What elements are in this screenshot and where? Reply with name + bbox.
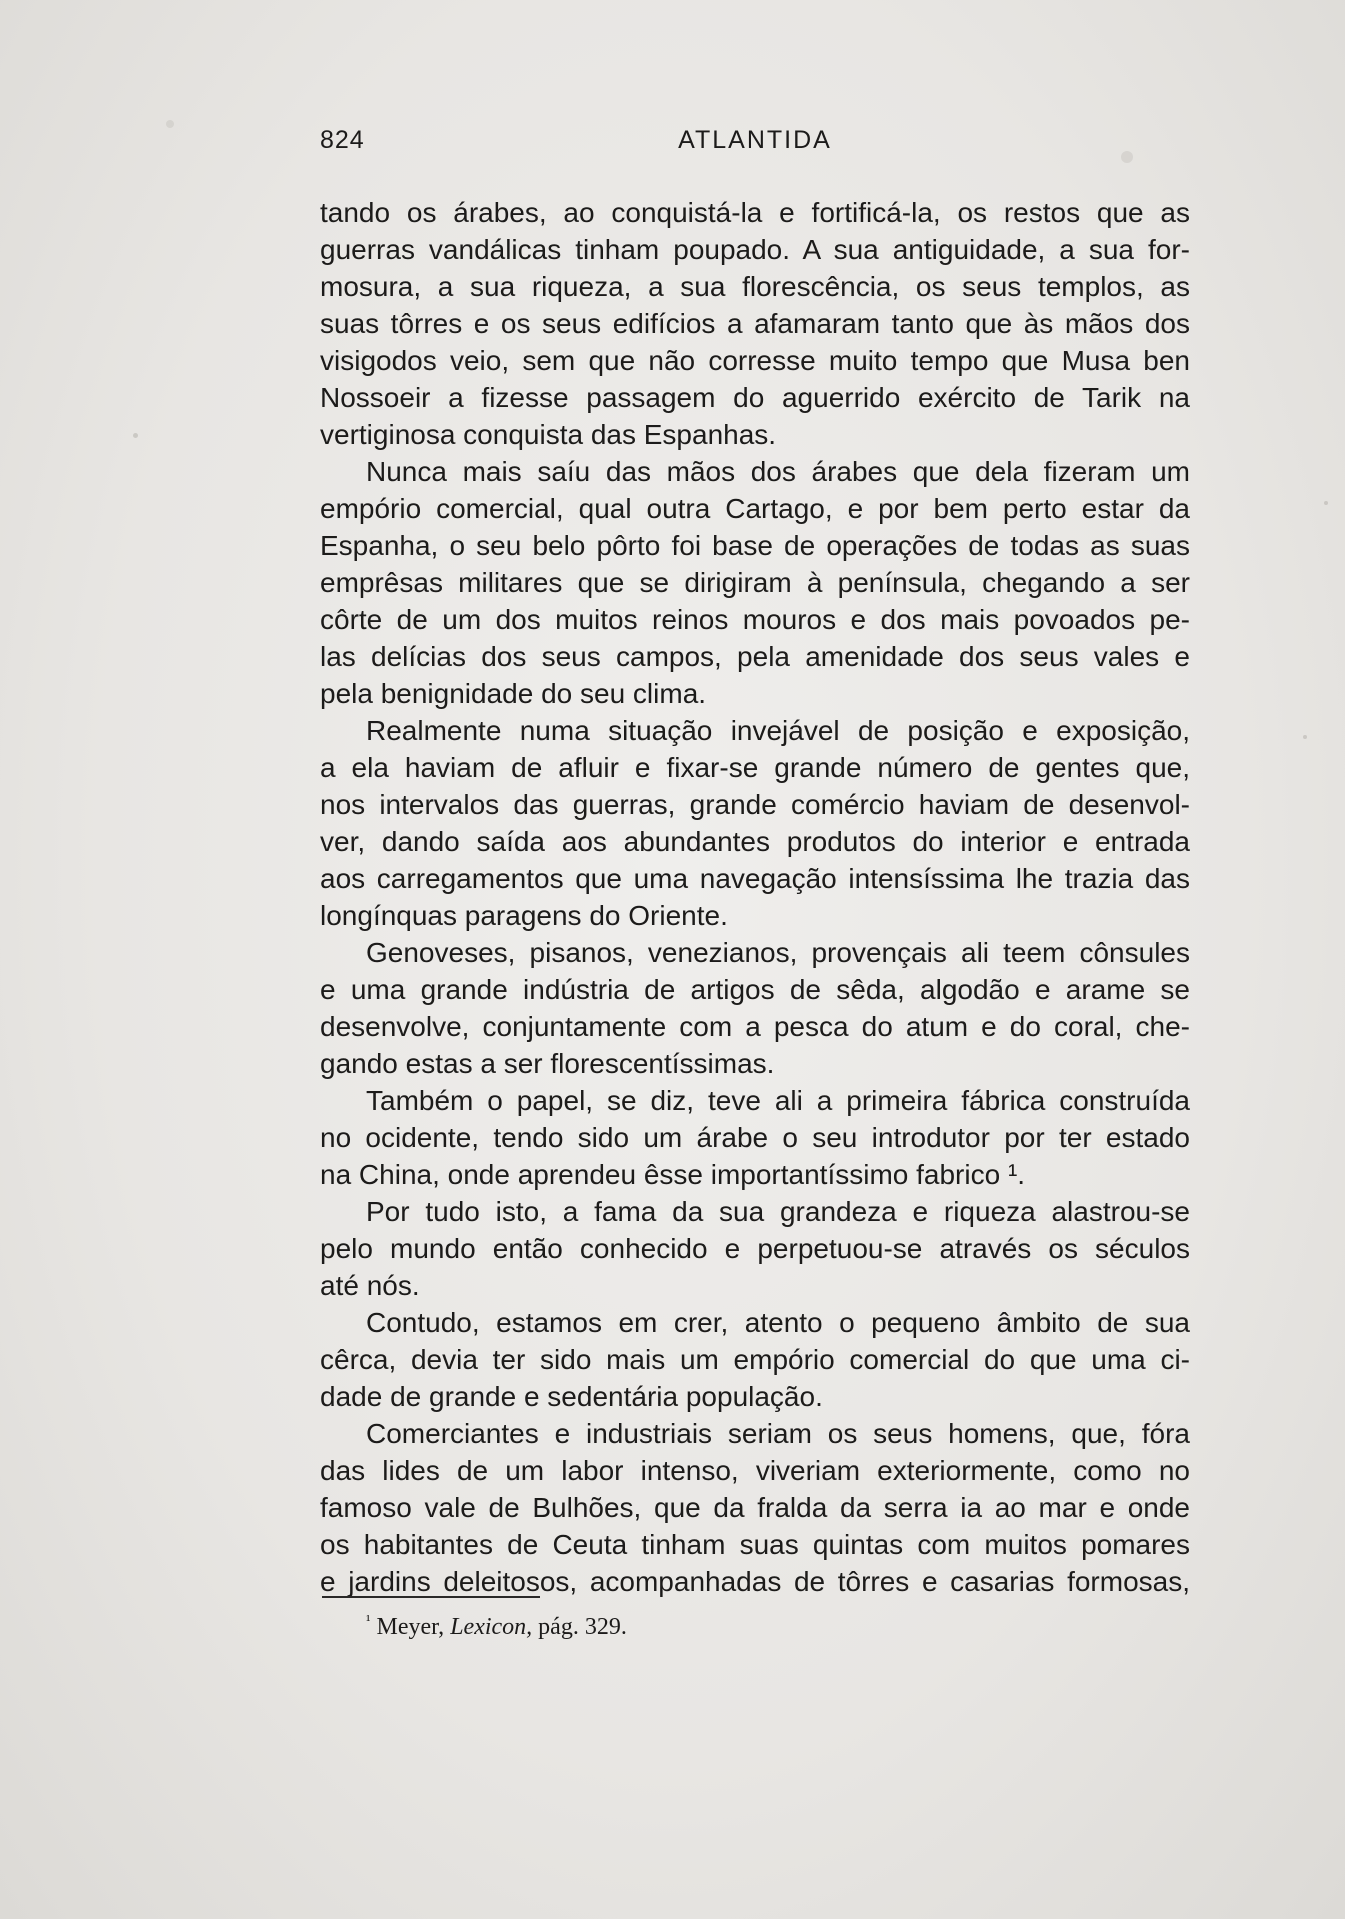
text-line: vertiginosa conquista das Espanhas. [320, 419, 777, 450]
text-line: e uma grande indústria de artigos de sêda, algodão e arame se [320, 974, 1190, 1005]
page-number: 824 [320, 126, 365, 154]
text-line: cêrca, devia ter sido mais um empório comercial do que uma ci- [320, 1344, 1190, 1375]
text-line: visigodos veio, sem que não corresse muito tempo que Musa ben [320, 345, 1190, 376]
text-line: las delícias dos seus campos, pela amenidade dos seus vales e [320, 641, 1190, 672]
text-line: desenvolve, conjuntamente com a pesca do atum e do coral, che- [320, 1011, 1190, 1042]
text-line: pela benignidade do seu clima. [320, 678, 707, 709]
text-line: guerras vandálicas tinham poupado. A sua antiguidade, a sua for- [320, 234, 1190, 265]
text-line: Genoveses, pisanos, venezianos, provençais ali teem cônsules [366, 937, 1190, 968]
text-line: côrte de um dos muitos reinos mouros e dos mais povoados pe- [320, 604, 1190, 635]
text-line: Espanha, o seu belo pôrto foi base de operações de todas as suas [320, 530, 1190, 561]
footnote [366, 1612, 627, 1642]
text-line: até nós. [320, 1270, 420, 1301]
page-header [320, 126, 1190, 160]
running-title: ATLANTIDA [678, 126, 832, 154]
text-line: suas tôrres e os seus edifícios a afamaram tanto que às mãos dos [320, 308, 1190, 339]
text-line: no ocidente, tendo sido um árabe o seu introdutor por ter estado [320, 1122, 1190, 1153]
text-line: gando estas a ser florescentíssimas. [320, 1048, 775, 1079]
text-line: das lides de um labor intenso, viveriam exteriormente, como no [320, 1455, 1190, 1486]
text-line: Nossoeir a fizesse passagem do aguerrido exército de Tarik na [320, 382, 1190, 413]
scan-speck [1324, 501, 1328, 505]
text-line: Nunca mais saíu das mãos dos árabes que dela fizeram um [366, 456, 1190, 487]
scan-speck [133, 433, 138, 438]
text-line: emprêsas militares que se dirigiram à península, chegando a ser [320, 567, 1190, 598]
text-line: e jardins deleitosos, acompanhadas de tôrres e casarias formosas, [320, 1566, 1190, 1597]
scan-speck [166, 120, 174, 128]
text-line: ver, dando saída aos abundantes produtos do interior e entrada [320, 826, 1190, 857]
body-text [320, 194, 1190, 1600]
text-line: empório comercial, qual outra Cartago, e por bem perto estar da [320, 493, 1190, 524]
text-line: mosura, a sua riqueza, a sua florescência, os seus templos, as [320, 271, 1190, 302]
text-line: na China, onde aprendeu êsse importantíssimo fabrico ¹. [320, 1159, 1026, 1190]
text-line: dade de grande e sedentária população. [320, 1381, 823, 1412]
text-line: a ela haviam de afluir e fixar-se grande número de gentes que, [320, 752, 1190, 783]
text-line: longínquas paragens do Oriente. [320, 900, 728, 931]
text-line: aos carregamentos que uma navegação intensíssima lhe trazia das [320, 863, 1190, 894]
text-line: Também o papel, se diz, teve ali a primeira fábrica construída [366, 1085, 1190, 1116]
text-line: os habitantes de Ceuta tinham suas quintas com muitos pomares [320, 1529, 1190, 1560]
text-line: Realmente numa situação invejável de posição e exposição, [366, 715, 1190, 746]
text-line: Contudo, estamos em crer, atento o pequeno âmbito de sua [366, 1307, 1190, 1338]
text-line: nos intervalos das guerras, grande comércio haviam de desenvol- [320, 789, 1190, 820]
text-line: Comerciantes e industriais seriam os seus homens, que, fóra [366, 1418, 1190, 1449]
footnote-work: Lexicon, [450, 1614, 533, 1640]
text-line: pelo mundo então conhecido e perpetuou-se através os séculos [320, 1233, 1190, 1264]
footnote-page: pág. 329. [538, 1614, 627, 1640]
text-line: Por tudo isto, a fama da sua grandeza e riqueza alastrou-se [366, 1196, 1190, 1227]
text-line: famoso vale de Bulhões, que da fralda da serra ia ao mar e onde [320, 1492, 1190, 1523]
text-line: tando os árabes, ao conquistá-la e fortificá-la, os restos que as [320, 197, 1190, 228]
footnote-author: Meyer, [376, 1614, 445, 1640]
footnote-divider [322, 1596, 540, 1598]
scan-speck [1303, 735, 1307, 739]
footnote-marker: ¹ [366, 1613, 371, 1629]
